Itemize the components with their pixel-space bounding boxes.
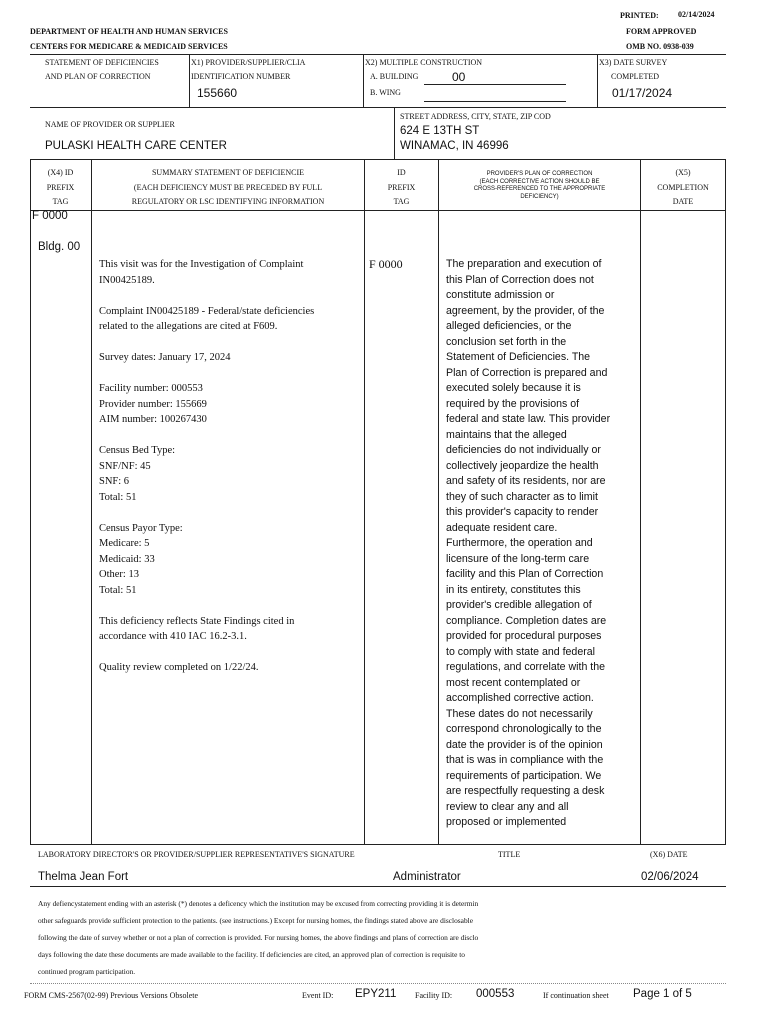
- statement-line2: AND PLAN OF CORRECTION: [45, 72, 151, 81]
- survey-date: 01/17/2024: [612, 86, 673, 100]
- col-id-header: ID PREFIX TAG: [387, 168, 416, 206]
- survey-label2: COMPLETED: [611, 72, 659, 81]
- divider: [189, 54, 190, 107]
- plan-line: required by the provisions of: [446, 397, 580, 410]
- centers-title: CENTERS FOR MEDICARE & MEDICAID SERVICES: [30, 42, 228, 51]
- col-x5-header: (X5) COMPLETION DATE: [657, 168, 709, 206]
- continuation-label: If continuation sheet: [543, 991, 609, 1000]
- plan-line: in its entirety, constitutes this: [446, 583, 581, 596]
- page-number: Page 1 of 5: [633, 988, 692, 1000]
- header-top-line: [30, 54, 726, 55]
- divider: [30, 844, 726, 845]
- footer-line: [30, 983, 726, 984]
- provider-id-value: 155660: [197, 86, 238, 100]
- omb-number: OMB NO. 0938-039: [626, 42, 694, 51]
- plan-line: this Plan of Correction does not: [446, 273, 594, 286]
- divider: [30, 159, 31, 844]
- provider-name-value: PULASKI HEALTH CARE CENTER: [45, 140, 227, 152]
- plan-line: Furthermore, the operation and: [446, 537, 593, 549]
- signature-date: 02/06/2024: [641, 871, 699, 883]
- survey-label1: X3) DATE SURVEY: [599, 58, 668, 67]
- event-id-label: Event ID:: [302, 991, 334, 1000]
- plan-of-correction: [446, 257, 638, 831]
- divider: [725, 159, 726, 844]
- divider: [640, 159, 641, 844]
- plan-line: correspond chronologically to the: [446, 723, 602, 735]
- event-id-value: EPY211: [355, 988, 397, 1000]
- plan-line: provider's credible allegation of: [446, 599, 592, 611]
- plan-line: regulations, and correlate with the: [446, 661, 605, 673]
- plan-line: licensure of the long-term care: [446, 552, 590, 565]
- plan-line: and safety of its residents, nor are: [446, 475, 606, 487]
- address-line2: WINAMAC, IN 46996: [400, 140, 509, 152]
- plan-line: deficiencies do not individually or: [446, 444, 601, 456]
- disclaimer: Any defiencystatement ending with an asterisk (*) denotes a deficency which the institution may be excused from correcting providing it is determin other safeguards provide sufficient protection to the patients. (see instructions.) Except for nursing homes, the findings stated above are disclosable following the date of survey whether or not a plan of correction is provided. For nursing homes, the above findings and plans of correction are disclo days following the date these documents are made available to the facility. If deficiencies are cited, an approved plan of correction is requisite to continued program participation.: [38, 899, 479, 976]
- col-plan-header: PROVIDER'S PLAN OF CORRECTION (EACH CORRECTIVE ACTION SHOULD BE CROSS-REFERENCED TO THE APPROPRIATE DEFICIENCY): [473, 171, 606, 200]
- date-label: (X6) DATE: [650, 850, 688, 859]
- printed-label: PRINTED:: [620, 11, 659, 20]
- wing-underline: [424, 101, 566, 102]
- construction-label: X2) MULTIPLE CONSTRUCTION: [365, 58, 483, 67]
- signature-bottom-line: [30, 886, 726, 887]
- provider-name-label: NAME OF PROVIDER OR SUPPLIER: [45, 120, 175, 129]
- plan-line: These dates do not necessarily: [446, 707, 593, 720]
- building-tag: Bldg. 00: [38, 241, 81, 253]
- plan-line: are respectfully requesting a desk: [446, 785, 605, 797]
- plan-line: requirements of participation. We: [446, 769, 602, 782]
- plan-line: review to clear any and all: [446, 800, 569, 813]
- plan-line: federal and state law. This provider: [446, 413, 611, 425]
- plan-line: proposed or implemented: [446, 816, 567, 828]
- plan-line: they of such character as to limit: [446, 490, 598, 503]
- divider: [363, 54, 364, 107]
- plan-line: agreement, by the provider, of the: [446, 304, 605, 317]
- plan-line: collectively jeopardize the health: [446, 459, 599, 472]
- divider: [394, 107, 395, 159]
- divider: [597, 54, 598, 107]
- plan-line: date the provider is of the opinion: [446, 738, 603, 751]
- form-number: FORM CMS-2567(02-99) Previous Versions Obsolete: [24, 991, 199, 1000]
- plan-line: adequate resident care.: [446, 521, 558, 534]
- left-tag: F 0000: [32, 210, 68, 222]
- plan-line: Plan of Correction is prepared and: [446, 366, 608, 379]
- col-x4-header: (X4) ID PREFIX TAG: [46, 168, 75, 206]
- plan-line: maintains that the alleged: [446, 428, 567, 441]
- form-approved: FORM APPROVED: [626, 27, 697, 36]
- plan-line: The preparation and execution of: [446, 258, 602, 270]
- address-label: STREET ADDRESS, CITY, STATE, ZIP COD: [400, 112, 551, 121]
- signature-name: Thelma Jean Fort: [38, 871, 129, 883]
- statement-line1: STATEMENT OF DEFICIENCIES: [45, 58, 159, 67]
- building-value: 00: [452, 70, 466, 84]
- title-label: TITLE: [498, 850, 521, 859]
- plan-line: executed solely because it is: [446, 382, 581, 394]
- plan-line: alleged deficiencies, or the: [446, 320, 572, 332]
- divider: [30, 210, 726, 211]
- facility-id-label: Facility ID:: [415, 991, 453, 1000]
- divider: [91, 159, 92, 844]
- signature-label: LABORATORY DIRECTOR'S OR PROVIDER/SUPPLIER REPRESENTATIVE'S SIGNATURE: [38, 850, 355, 859]
- divider: [364, 159, 365, 844]
- provider-id-label1: X1) PROVIDER/SUPPLIER/CLIA: [191, 58, 306, 67]
- plan-line: conclusion set forth in the: [446, 335, 567, 348]
- signature-title: Administrator: [393, 871, 461, 883]
- plan-line: this provider's capacity to render: [446, 506, 599, 518]
- wing-label: B. WING: [370, 88, 401, 97]
- address-line1: 624 E 13TH ST: [400, 125, 480, 137]
- summary-statement: This visit was for the Investigation of Complaint IN00425189. Complaint IN00425189 - Federal/state deficiencies related to the allegations are cited at F609. Survey dates: January 17, 2024 Facility number: 000553 Provider number: 155669 AIM number: 100267430 Census Bed Type: SNF/NF: 45 SNF: 6 Total: 51 Census Payor Type: Medicare: 5 Medicaid: 33 Other: 13 Total: 51 This deficiency reflects State Findings cited in accordance with 410 IAC 16.2-3.1. Quality review completed on 1/22/24.: [99, 259, 315, 673]
- divider: [30, 107, 726, 108]
- divider: [30, 159, 726, 160]
- right-tag: F 0000: [369, 257, 403, 271]
- plan-line: accomplished corrective action.: [446, 692, 594, 704]
- building-label: A. BUILDING: [370, 72, 419, 81]
- plan-line: constitute admission or: [446, 289, 555, 301]
- plan-line: most recent contemplated or: [446, 676, 581, 689]
- plan-line: provided for procedural purposes: [446, 630, 602, 642]
- col-summary-header: SUMMARY STATEMENT OF DEFICIENCIE (EACH DEFICIENCY MUST BE PRECEDED BY FULL REGULATORY OR LSC IDENTIFYING INFORMATION: [131, 168, 325, 206]
- building-underline: [424, 84, 566, 85]
- plan-line: that is was in compliance with the: [446, 754, 604, 766]
- provider-id-label2: IDENTIFICATION NUMBER: [191, 72, 291, 81]
- facility-id-value: 000553: [476, 988, 515, 1000]
- plan-line: to comply with state and federal: [446, 645, 595, 658]
- plan-line: facility and this Plan of Correction: [446, 568, 604, 580]
- printed-date: 02/14/2024: [678, 10, 715, 19]
- plan-line: compliance. Completion dates are: [446, 614, 607, 627]
- plan-line: Statement of Deficiencies. The: [446, 351, 591, 363]
- divider: [438, 159, 439, 844]
- dept-title: DEPARTMENT OF HEALTH AND HUMAN SERVICES: [30, 27, 228, 36]
